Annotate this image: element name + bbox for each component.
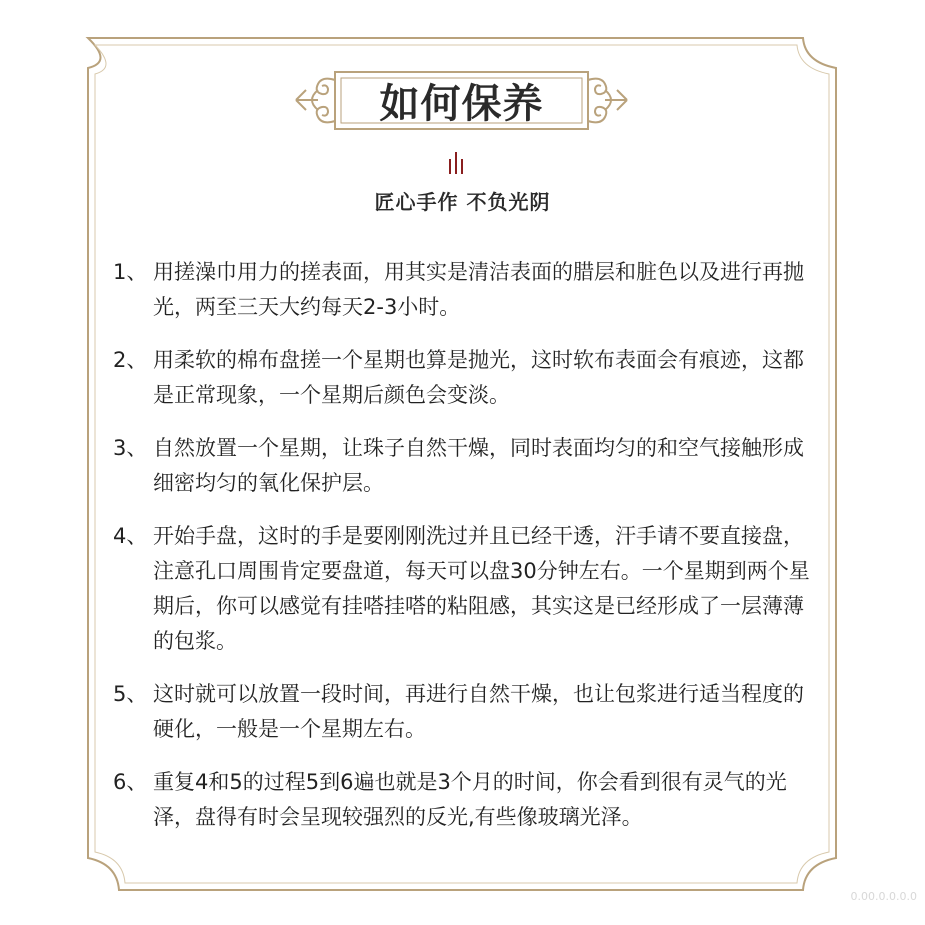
step-text: 开始手盘，这时的手是要刚刚洗过并且已经干透，汗手请不要直接盘，注意孔口周围肯定要盘道，每天可以盘30分钟左右。一个星期到两个星期后，你可以感觉有挂嗒挂嗒的粘阻感，其实这是已经形成了一层薄薄的包浆。 xyxy=(153,524,810,653)
step-number: 1、 xyxy=(113,260,148,284)
list-item xyxy=(113,765,813,835)
list-item xyxy=(113,431,813,501)
subtitle: 匠心手作 不负光阴 xyxy=(374,190,551,214)
watermark: 0.00.0.0.0.0 xyxy=(850,890,917,903)
page-title: 如何保养 xyxy=(379,80,544,127)
step-text: 重复4和5的过程5到6遍也就是3个月的时间，你会看到很有灵气的光泽，盘得有时会呈现较强烈的反光,有些像玻璃光泽。 xyxy=(153,770,787,829)
list-item xyxy=(113,677,813,747)
step-number: 2、 xyxy=(113,348,148,372)
care-steps-list xyxy=(113,255,813,853)
step-number: 4、 xyxy=(113,524,148,548)
step-number: 5、 xyxy=(113,682,148,706)
step-text: 用柔软的棉布盘搓一个星期也算是抛光，这时软布表面会有痕迹，这都是正常现象，一个星期后颜色会变淡。 xyxy=(153,348,804,407)
step-text: 用搓澡巾用力的搓表面，用其实是清洁表面的腊层和脏色以及进行再抛光，两至三天大约每天2-3小时。 xyxy=(153,260,804,319)
step-number: 6、 xyxy=(113,770,148,794)
list-item xyxy=(113,343,813,413)
brush-ornament-icon xyxy=(446,151,466,175)
list-item xyxy=(113,255,813,325)
step-text: 自然放置一个星期，让珠子自然干燥，同时表面均匀的和空气接触形成细密均匀的氧化保护层。 xyxy=(153,436,804,495)
title-box xyxy=(335,72,588,129)
step-number: 3、 xyxy=(113,436,148,460)
step-text: 这时就可以放置一段时间，再进行自然干燥，也让包浆进行适当程度的硬化，一般是一个星期左右。 xyxy=(153,682,804,741)
list-item xyxy=(113,519,813,659)
